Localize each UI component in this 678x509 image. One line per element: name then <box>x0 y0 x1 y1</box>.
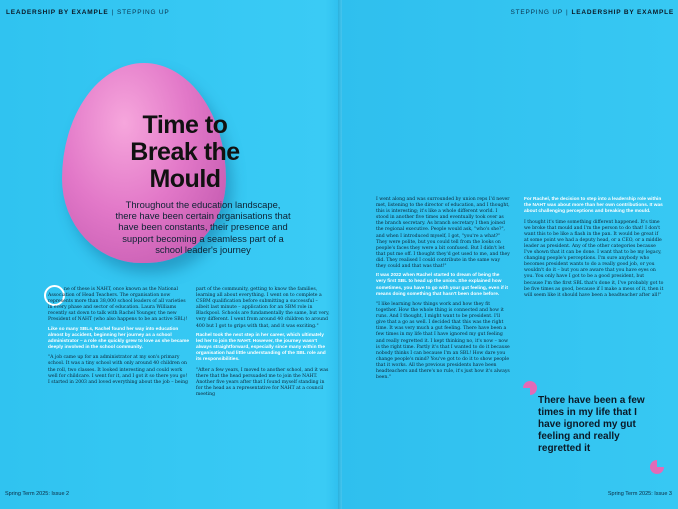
header-section: LEADERSHIP BY EXAMPLE <box>571 9 674 16</box>
footer-left: Spring Term 2025: Issue 2 <box>5 491 70 497</box>
body-paragraph: "After a few years, I moved to another school, and it was there that the head persuaded me to join the NAHT. Another five years after that I found myself standing in for the head as a representative for NAHT at a council meeting <box>196 367 329 398</box>
lead-paragraph: Rachel took the next step in her career, which ultimately led her to join the NAHT. However, the journey wasn't always straightforward, especially since many within the organisation had little understanding of the SBL role and its responsibilities. <box>196 332 326 363</box>
lead-paragraph: Like so many SBLs, Rachel found her way into education almost by accident, beginning her journey as a school administrator – a role she quickly grew to love as she became deeply involved in the school community. <box>48 326 190 351</box>
body-paragraph: I thought it's time something different happened. It's time we broke that mould and I'm the person to do that! I don't want this to be like a flash in the pan. It would be great if at some point we had a deputy head, or a CEO, or a middle leader as president. Any of the other categories because I've shown that it can be done. I want that to be my legacy, changing people's perceptions. I'm sure anybody who becomes president wants to do a really good job, or you wouldn't do it – but you are aware that you have eyes on you. You only have I got to be a good president, but because I'm the first SBL that's done it, I've probably got to be five times as good, because if I make a mess of it, then it will seem like it should have been a headteacher after all!" <box>524 219 664 298</box>
body-paragraph: "I like learning how things work and how they fit together. How the whole thing is connected and how it runs. And I thought, I might want to be president. I'll give that a go as well. I decided that this was the right time. It was very much a gut feeling. There have been a few times in my life that I have ignored my gut feeling and really regretted it. I kept thinking no, it's now – now is the right time. Partly it's that I wanted to do it because nobody thinks I can because I'm an SBL! How dare you change people's mind? You've got to do it to show people that it works. All the previous presidents have been headteachers and there's no rule, it's just how it's always been." <box>376 301 510 381</box>
text-column-4 <box>524 197 664 302</box>
body-paragraph: ne of these is NAHT, once known as the National Association of Head Teachers. The organisation now represents more than 38,000 school leaders of all varieties in every phase and sector of education. Laura Williams recently sat down to talk with Rachel Younger, the new President of NAHT (who also happens to be an active SBL)! <box>48 287 188 323</box>
body-paragraph: part of the community, getting to know the families, learning all about everything. I went on to complete a CSBM qualification before submitting a successful – albeit last minute – application for an SBM role in Blackpool. Schools are fundamentally the same, but very, very different. I went from around 40 children to around 400 but I got to grips with that, and it was exciting." <box>196 287 330 329</box>
title-line: Break the <box>130 138 240 166</box>
title-line: Mould <box>149 165 221 193</box>
header-left <box>6 9 170 16</box>
footer-right: Spring Term 2025: Issue 3 <box>607 491 672 497</box>
header-divider: | <box>111 9 115 16</box>
header-right <box>510 9 674 16</box>
page-fold <box>338 0 342 509</box>
lead-paragraph: It was 2022 when Rachel started to dream of being the very first SBL to head up the union. She explained how sometimes, you have to go with your gut feeling, even if it means doing something that hasn't been done before. <box>376 273 508 297</box>
text-column-2 <box>196 287 332 401</box>
header-subsection: STEPPING UP <box>510 9 563 16</box>
lead-paragraph: For Rachel, the decision to step into a leadership role within the NAHT was about more than her own contributions. It was about challenging perceptions and breaking the mould. <box>524 197 663 215</box>
article-title <box>110 112 260 193</box>
header-divider: | <box>565 9 569 16</box>
body-paragraph: "A job came up for an administrator at my son's primary school. It was a tiny school with only around 40 children on the roll, two classes. It looked interesting and could work well for childcare. I went for it, and I got it so there you go! I started in 2003 and loved everything about the job – being <box>48 355 188 385</box>
body-paragraph: I went along and was surrounded by union reps I'd never met, listening to the director of education, and I thought, this is interesting; it's like a whole different world. I stood in another five times and eventually took over as the branch secretary. As branch secretary I then joined the regional executive. People would ask, "who's she?", and when I introduced myself, I got, "you're a what?" They were polite, but you could tell from the looks on people's faces they were a bit confused. But I didn't let that put me off. I thought they'd get used to me, and they did. They realised I could contribute in the same way they could and that was that!" <box>376 197 510 270</box>
header-subsection: STEPPING UP <box>117 9 170 16</box>
article-intro: Throughout the education landscape, there have been certain organisations that have been constants, their presence and support becoming a seamless part of a school leader's journey <box>115 199 291 255</box>
quote-mark-icon <box>650 460 664 474</box>
title-line: Time to <box>142 111 228 139</box>
text-column-3 <box>376 197 510 384</box>
header-section: LEADERSHIP BY EXAMPLE <box>6 9 109 16</box>
quote-mark-icon <box>523 381 537 395</box>
text-column-1 <box>48 287 190 389</box>
pull-quote: There have been a few times in my life that I have ignored my gut feeling and really regretted it <box>538 395 645 454</box>
